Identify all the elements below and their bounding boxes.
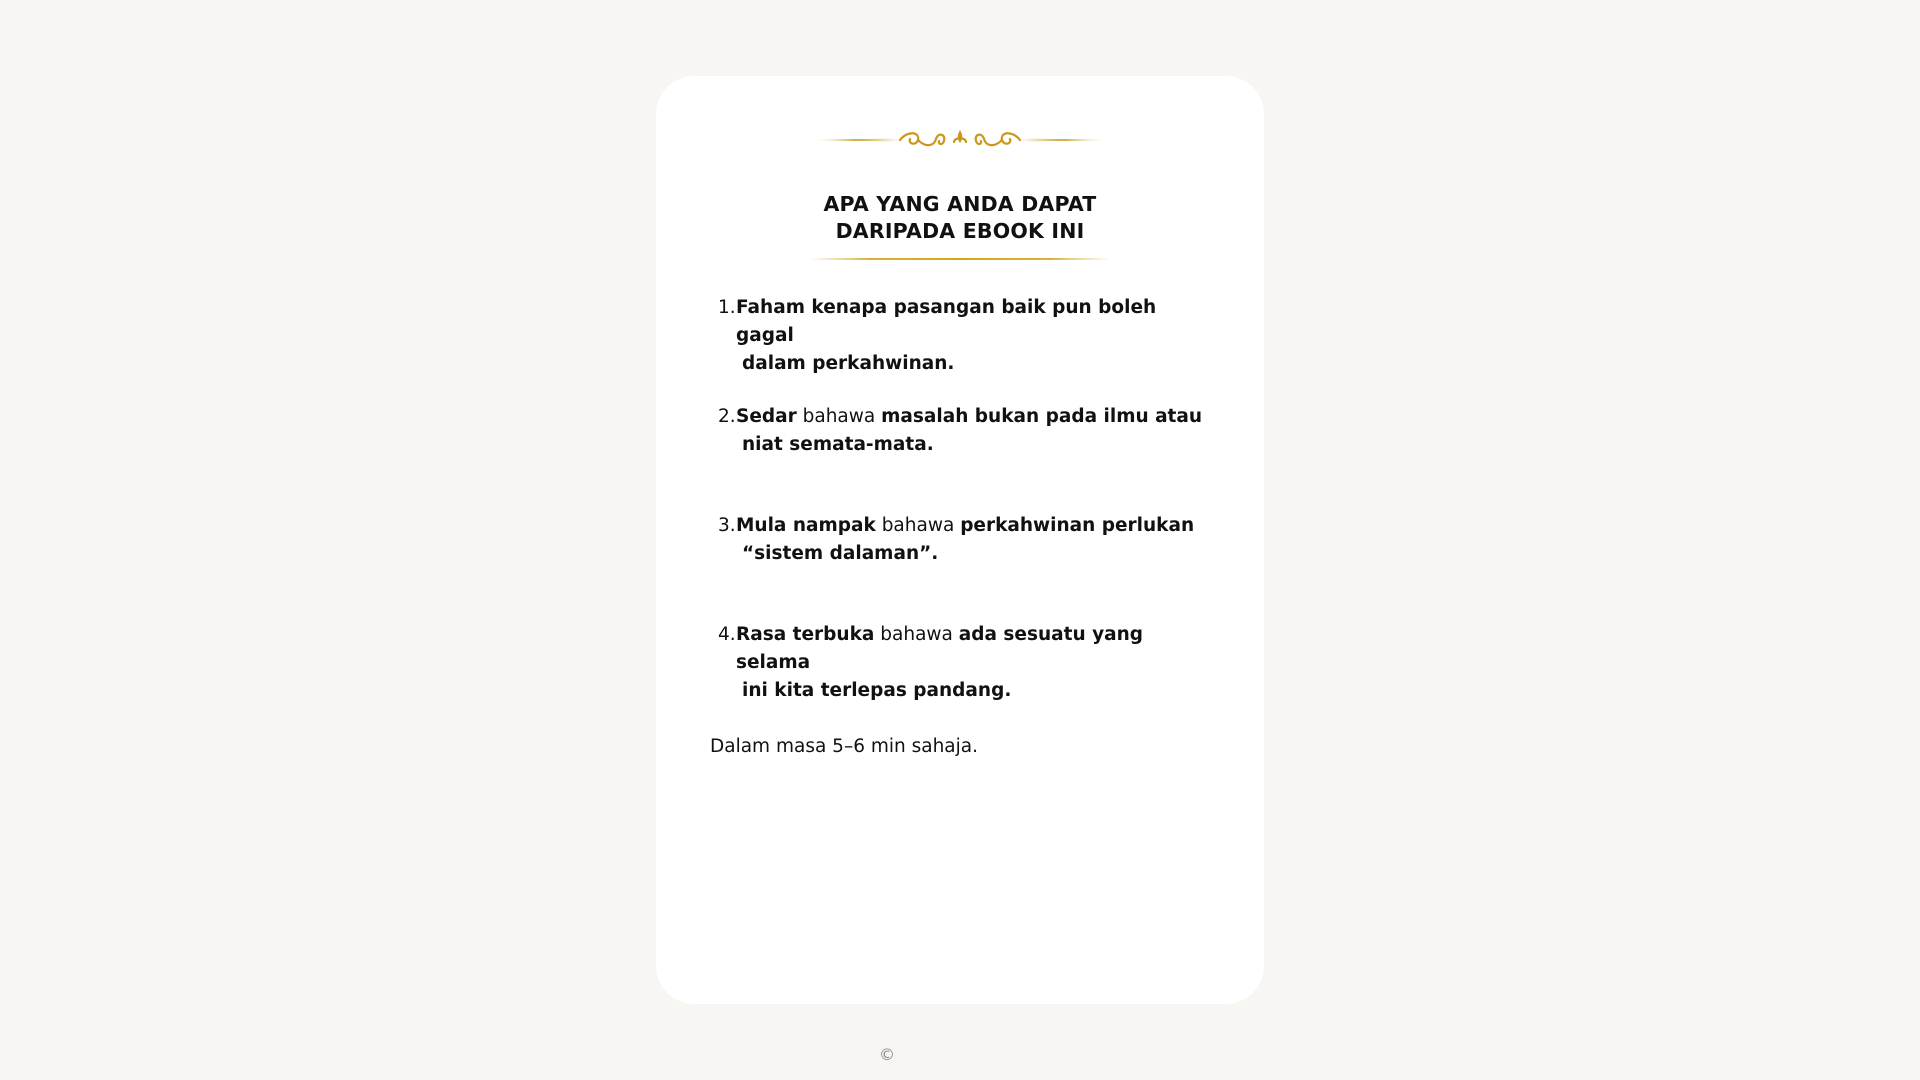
list-item-text: bahawa [796,406,882,427]
page-title [656,191,1264,245]
list-item-text: ada sesuatu yang selama [736,624,1144,673]
list-item-text: Rasa terbuka [736,624,875,645]
list-item-text: Faham kenapa pasangan baik pun boleh gagal [736,297,1157,346]
ebook-page-card [656,76,1264,1004]
list-item [718,512,1218,621]
list-item-text: bahawa [875,515,961,536]
list-item-line-1 [736,297,1156,346]
list-item-line-2 [736,677,1218,705]
list-item-number: 1. [718,297,736,318]
list-item-text: “sistem dalaman”. [742,543,939,564]
list-item [718,403,1218,512]
title-line-2: DARIPADA EBOOK INI [835,219,1085,243]
list-item-number: 4. [718,624,736,645]
copyright-icon: © [879,1045,895,1064]
list-item-text: masalah bukan pada ilmu atau [881,406,1203,427]
list-item-text: ini kita terlepas pandang. [742,680,1012,701]
list-item-line-2 [736,350,1218,378]
list-item-number: 2. [718,406,736,427]
list-item-line-1 [736,515,1194,536]
list-item-line-2 [736,540,1218,568]
title-underline-divider [810,258,1110,260]
list-item [718,294,1218,403]
list-item-line-1 [736,406,1202,427]
list-item [718,621,1218,730]
list-item-number: 3. [718,515,736,536]
list-item-text: perkahwinan perlukan [960,515,1195,536]
list-item-line-1 [736,624,1143,673]
gold-flourish-divider-icon [808,126,1112,154]
list-item-text: Mula nampak [736,515,876,536]
title-line-1: APA YANG ANDA DAPAT [823,192,1097,216]
list-item-line-2 [736,431,1218,459]
list-item-text: bahawa [874,624,959,645]
list-item-text: dalam perkahwinan. [742,353,955,374]
list-item-text: Sedar [736,406,797,427]
benefits-list [718,294,1218,730]
reading-time-note: Dalam masa 5–6 min sahaja. [710,736,979,757]
list-item-text: niat semata-mata. [742,434,934,455]
